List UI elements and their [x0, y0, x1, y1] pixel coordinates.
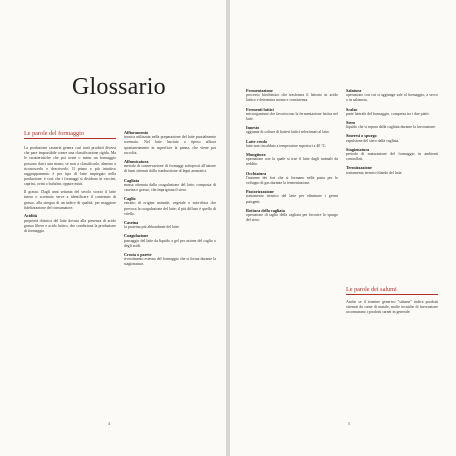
glossary-entry — [246, 171, 338, 187]
glossary-term: Salatura — [346, 88, 362, 93]
glossary-entry — [124, 233, 216, 249]
glossary-column — [124, 130, 216, 271]
glossary-definition: operazione con cui si aggiunge sale al formaggio, a secco o in salamoia. — [346, 93, 438, 103]
glossary-term: Sineresi o spurgo — [346, 133, 377, 139]
glossary-entry — [246, 189, 338, 205]
glossary-definition: liquido che si separa dalla cagliata durante la lavorazione. — [346, 125, 436, 130]
glossary-entry — [346, 107, 438, 117]
glossary-term: Affioramento — [124, 130, 149, 135]
glossary-definition: trattamento termico del latte per eliminare i germi patogeni. — [246, 194, 338, 204]
glossary-definition: passaggio del latte da liquido a gel per azione del caglio o degli acidi. — [124, 238, 216, 248]
glossary-term: Rottura della cagliata — [246, 207, 285, 213]
glossary-term: Pastorizzazione — [246, 189, 274, 195]
section-heading-block — [24, 130, 116, 142]
glossary-entry — [246, 88, 338, 104]
glossary-definition: tecnica utilizzata nella preparazione del latte parzialmente scremato. Nel latte lasciato a riposo affiora spontaneamente in superficie la panna, che viene poi raccolta. — [124, 135, 216, 155]
glossary-entry — [124, 159, 216, 175]
glossary-definition: operazione con la quale si trae il latte dagli animali da reddito. — [246, 157, 338, 167]
glossary-entry — [124, 252, 216, 268]
glossary-definition: periodo di maturazione del formaggio in ambienti controllati. — [346, 152, 438, 162]
glossary-definition: estratto di origine animale, vegetale o microbica che provoca la coagulazione del latte; il più diffuso è quello di vitello. — [124, 201, 216, 216]
glossary-term: Termizzazione — [346, 165, 372, 171]
glossary-term: Coagulazione — [124, 233, 149, 239]
glossary-definition: l'insieme dei fori che si formano nella pasta per lo sviluppo di gas durante la fermentazione. — [246, 175, 338, 186]
section-intro-column — [346, 300, 438, 318]
glossary-term: Acidità — [24, 213, 38, 219]
glossary-entry — [346, 120, 438, 130]
glossary-entry — [124, 196, 216, 217]
glossary-term: Fermentazione — [246, 88, 273, 93]
intro-paragraph: Il grasso. Dagli anni settanta del secolo scorso il latte intero o scremato serve a identificare il contenuto di grasso, alla stregua di un indice di qualità, per maggiore fidelizzazione del consumatore. — [24, 190, 116, 210]
page-number: 4 — [108, 421, 111, 426]
glossary-definition: rivestimento esterno del formaggio che si forma durante la stagionatura. — [124, 257, 216, 267]
glossary-entry — [246, 125, 338, 135]
glossary-term: Crosta o parete — [124, 252, 152, 258]
glossary-term: Siero — [346, 120, 356, 126]
intro-paragraph: La produzione casearia genera così tanti prodotti diversi che pare impossibile creare una classificazione rigida. Ma le caratteristiche che poi avete o meno un formaggio possono darci una mano; se non a classificarlo, almeno a riconoscerlo e descriverlo. Il primo e più intuitivo raggruppamento è per tipo di latte impiegato nella produzione: è così che i formaggi si dividono in vaccini, caprini, ovini o bufalini, oppure misti. — [24, 146, 116, 187]
glossary-entry — [246, 208, 338, 224]
glossary-definition: operazione di taglio della cagliata per favorire lo spurgo del siero. — [246, 213, 338, 223]
glossary-definition: espulsione del siero dalla cagliata. — [346, 138, 400, 143]
section-heading: Le parole del formaggio — [24, 130, 84, 137]
glossary-entry — [346, 165, 438, 175]
glossary-term: Stagionatura — [346, 146, 370, 152]
glossary-entry — [346, 133, 438, 143]
section-intro: Anche se il termine generico "salume" indica prodotti ottenuti da carne di maiale, molte tecniche di lavorazione accomunano i prodotti carnei in generale. — [346, 300, 438, 315]
page-number: 5 — [348, 421, 351, 426]
glossary-column — [346, 88, 438, 179]
glossary-definition: latte non riscaldato a temperature superiori a 40 °C. — [246, 143, 327, 148]
glossary-term: Latte crudo — [246, 138, 268, 144]
glossary-definition: metodo di conservazione di formaggi sottoposti all'azione di fumi ottenuti dalla combustione di legni aromatici. — [124, 164, 216, 174]
glossary-term: Cagliata — [124, 177, 140, 183]
glossary-definition: trattamento termico blando del latte. — [346, 170, 403, 175]
glossary-term: Fermenti lattici — [246, 106, 274, 112]
glossary-entry — [346, 88, 438, 104]
glossary-term: Occhiatura — [246, 170, 267, 176]
glossary-definition: aggiunta di colture di batteri lattici selezionati al latte. — [246, 130, 330, 135]
glossary-definition: processo biochimico che trasforma il lattosio in acido lattico e determina aroma e consistenza. — [246, 93, 338, 103]
glossary-entry — [124, 178, 216, 194]
glossary-definition: parte laterale del formaggio, compresa tra i due piatti. — [346, 111, 430, 116]
glossary-term: Scalzo — [346, 106, 358, 112]
glossary-definition: microrganismi che favoriscono la fermentazione lattica nel latte. — [246, 111, 338, 122]
glossary-column — [246, 88, 338, 226]
section-heading: Le parole dei salumi — [346, 286, 397, 293]
glossary-entry — [346, 147, 438, 163]
glossary-definition: proprietà chimica del latte dovuta alla presenza di acido grasso libero e acido lattico, che condiziona la produzione di formaggio. — [24, 218, 116, 234]
glossary-term: Caseina — [124, 220, 139, 226]
glossary-term: Caglio — [124, 196, 136, 202]
glossary-definition: la proteina più abbondante del latte. — [124, 225, 180, 230]
glossary-term: Affumicatura — [124, 159, 149, 165]
glossary-entry — [246, 107, 338, 123]
section-divider — [24, 138, 116, 139]
section-divider — [346, 294, 438, 295]
section-heading-block — [346, 286, 438, 298]
glossary-definition: massa ottenuta dalla coagulazione del latte, composta di caseina e grasso, che imprigiona il siero. — [124, 182, 216, 193]
glossary-term: Innesto — [246, 125, 260, 131]
glossary-entry — [246, 139, 338, 149]
glossary-entry — [246, 152, 338, 168]
right-page — [230, 0, 456, 456]
glossary-entry — [124, 130, 216, 156]
glossary-term: Mungitura — [246, 152, 266, 158]
intro-column — [24, 146, 116, 237]
page-title: Glossario — [72, 74, 166, 100]
left-page — [0, 0, 226, 456]
glossary-entry — [124, 220, 216, 230]
